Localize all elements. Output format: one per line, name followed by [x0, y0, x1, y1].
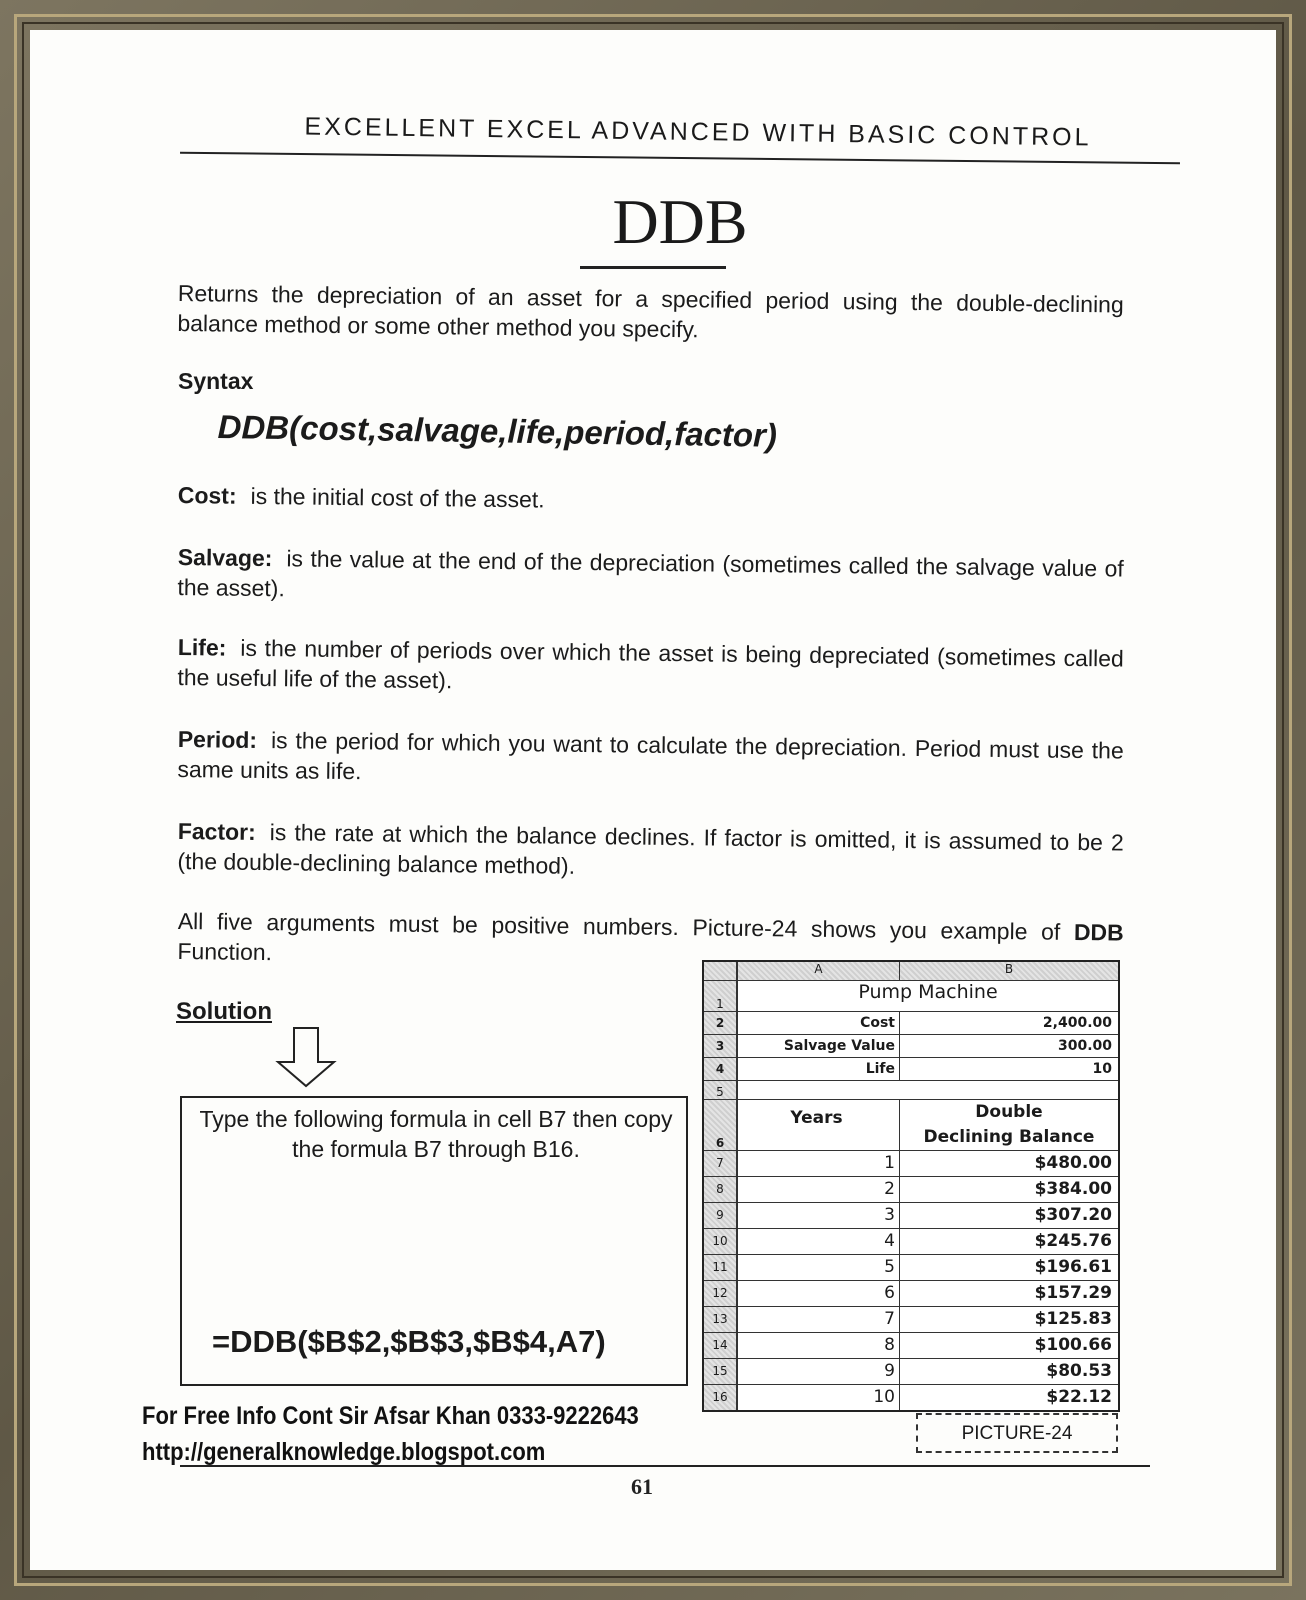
param-label: Life — [738, 1058, 900, 1080]
formula-text: =DDB($B$2,$B$3,$B$4,A7) — [212, 1324, 606, 1359]
formula-instruction: Type the following formula in cell B7 then copy the formula B7 through B16. — [199, 1106, 673, 1162]
footer-url[interactable]: http://generalknowledge.blogspot.com — [142, 1438, 546, 1466]
note-text: All five arguments must be positive numbers. Picture-24 shows you example of — [177, 907, 1061, 945]
years-header: Years — [738, 1100, 900, 1150]
row-number: 5 — [704, 1081, 738, 1099]
row-number: 2 — [704, 1012, 738, 1034]
row-number: 9 — [704, 1203, 738, 1228]
note-ddb: DDB — [1073, 918, 1124, 946]
syntax-label: Syntax — [178, 368, 254, 394]
arg-name: Period: — [177, 725, 258, 753]
table-row — [704, 1177, 1118, 1203]
table-row — [704, 1385, 1118, 1410]
row-number: 15 — [704, 1359, 738, 1384]
row-number: 4 — [704, 1058, 738, 1080]
document-page — [30, 30, 1276, 1570]
arg-salvage — [177, 542, 1124, 614]
ddb-value-cell: $80.53 — [1046, 1361, 1112, 1381]
spreadsheet-example — [702, 960, 1120, 1412]
ddb-value-cell: $100.66 — [1034, 1335, 1112, 1355]
arg-desc: is the rate at which the balance declines. If factor is omitted, it is assumed to be 2 (the double-declining balance method). — [177, 819, 1124, 879]
row-number: 12 — [704, 1281, 738, 1306]
param-value: 300.00 — [1057, 1038, 1112, 1054]
year-cell: 5 — [738, 1255, 900, 1280]
year-cell: 6 — [738, 1281, 900, 1306]
year-cell: 9 — [738, 1359, 900, 1384]
ddb-value-cell: $125.83 — [1034, 1309, 1112, 1329]
ddb-value-cell: $196.61 — [1034, 1257, 1112, 1277]
ddb-value-cell: $307.20 — [1034, 1205, 1112, 1225]
param-row — [704, 1012, 1118, 1035]
param-value: 2,400.00 — [1042, 1015, 1112, 1031]
arg-name: Life: — [177, 633, 227, 661]
table-row — [704, 1151, 1118, 1177]
ddb-header — [900, 1100, 1118, 1150]
year-cell: 7 — [738, 1307, 900, 1332]
year-cell: 2 — [738, 1177, 900, 1202]
table-row — [704, 1229, 1118, 1255]
empty-cell — [738, 1081, 1118, 1099]
arg-desc: is the initial cost of the asset. — [250, 482, 545, 513]
ddb-value-cell: $384.00 — [1034, 1179, 1112, 1199]
table-row — [704, 1203, 1118, 1229]
table-row — [704, 1307, 1118, 1333]
arg-desc: is the value at the end of the depreciation (sometimes called the salvage value of the asset). — [177, 545, 1124, 602]
column-header-row — [704, 962, 1118, 981]
running-header: EXCELLENT EXCEL ADVANCED WITH BASIC CONTROL — [304, 112, 1092, 152]
title-underline — [580, 266, 726, 269]
ddb-value-cell: $245.76 — [1034, 1231, 1112, 1251]
sheet-title: Pump Machine — [858, 981, 998, 1003]
row-number: 3 — [704, 1035, 738, 1057]
row-number: 7 — [704, 1151, 738, 1176]
param-label: Salvage Value — [738, 1035, 900, 1057]
row-number: 13 — [704, 1307, 738, 1332]
row-number: 1 — [704, 981, 738, 1011]
row-number: 11 — [704, 1255, 738, 1280]
table-row — [704, 1359, 1118, 1385]
arg-desc: is the number of periods over which the asset is being depreciated (sometimes called the useful life of the asset). — [177, 634, 1124, 694]
row-number: 10 — [704, 1229, 738, 1254]
note-function: Function. — [177, 937, 273, 966]
empty-row — [704, 1081, 1118, 1100]
page-number: 61 — [631, 1474, 653, 1499]
arg-name: Factor: — [177, 817, 256, 845]
footer-rule — [180, 1465, 1150, 1467]
year-cell: 10 — [738, 1385, 900, 1410]
formula-box — [180, 1096, 688, 1386]
table-row — [704, 1281, 1118, 1307]
data-rows — [704, 1151, 1118, 1410]
arg-desc: is the period for which you want to calculate the depreciation. Period must use the same units as life. — [177, 727, 1124, 785]
arg-name: Cost: — [177, 481, 237, 509]
row-number: 6 — [704, 1100, 738, 1150]
arg-cost — [178, 480, 1124, 522]
ddb-header-line1: Double — [975, 1102, 1043, 1122]
arg-factor — [177, 816, 1124, 888]
table-header-row — [704, 1100, 1118, 1151]
sheet-title-row — [704, 981, 1118, 1012]
solution-label: Solution — [176, 998, 272, 1025]
year-cell: 8 — [738, 1333, 900, 1358]
header-rule — [180, 152, 1180, 164]
intro-paragraph: Returns the depreciation of an asset for a specified period using the double-declining balance method or some other method you specify. — [177, 279, 1124, 343]
param-row — [704, 1058, 1118, 1081]
syntax-formula: DDB(cost,salvage,life,period,factor) — [217, 408, 778, 454]
column-header-a: A — [738, 962, 900, 980]
corner-cell — [704, 962, 738, 980]
page-title: DDB — [612, 186, 748, 257]
param-row — [704, 1035, 1118, 1058]
param-value: 10 — [1092, 1061, 1112, 1077]
ddb-value-cell: $157.29 — [1034, 1283, 1112, 1303]
year-cell: 3 — [738, 1203, 900, 1228]
ddb-header-line2: Declining Balance — [923, 1127, 1095, 1147]
row-number: 8 — [704, 1177, 738, 1202]
down-arrow-icon — [274, 1026, 338, 1088]
row-number: 16 — [704, 1385, 738, 1410]
row-number: 14 — [704, 1333, 738, 1358]
arg-life — [177, 632, 1124, 704]
arg-name: Salvage: — [177, 543, 273, 572]
year-cell: 4 — [738, 1229, 900, 1254]
footer-contact: For Free Info Cont Sir Afsar Khan 0333-9222643 — [142, 1402, 639, 1430]
arg-period — [177, 724, 1124, 796]
ddb-value-cell: $22.12 — [1046, 1387, 1112, 1407]
column-header-b: B — [900, 962, 1118, 980]
picture-caption: PICTURE-24 — [916, 1413, 1118, 1453]
param-label: Cost — [738, 1012, 900, 1034]
ddb-value-cell: $480.00 — [1034, 1153, 1112, 1173]
table-row — [704, 1333, 1118, 1359]
year-cell: 1 — [738, 1151, 900, 1176]
table-row — [704, 1255, 1118, 1281]
